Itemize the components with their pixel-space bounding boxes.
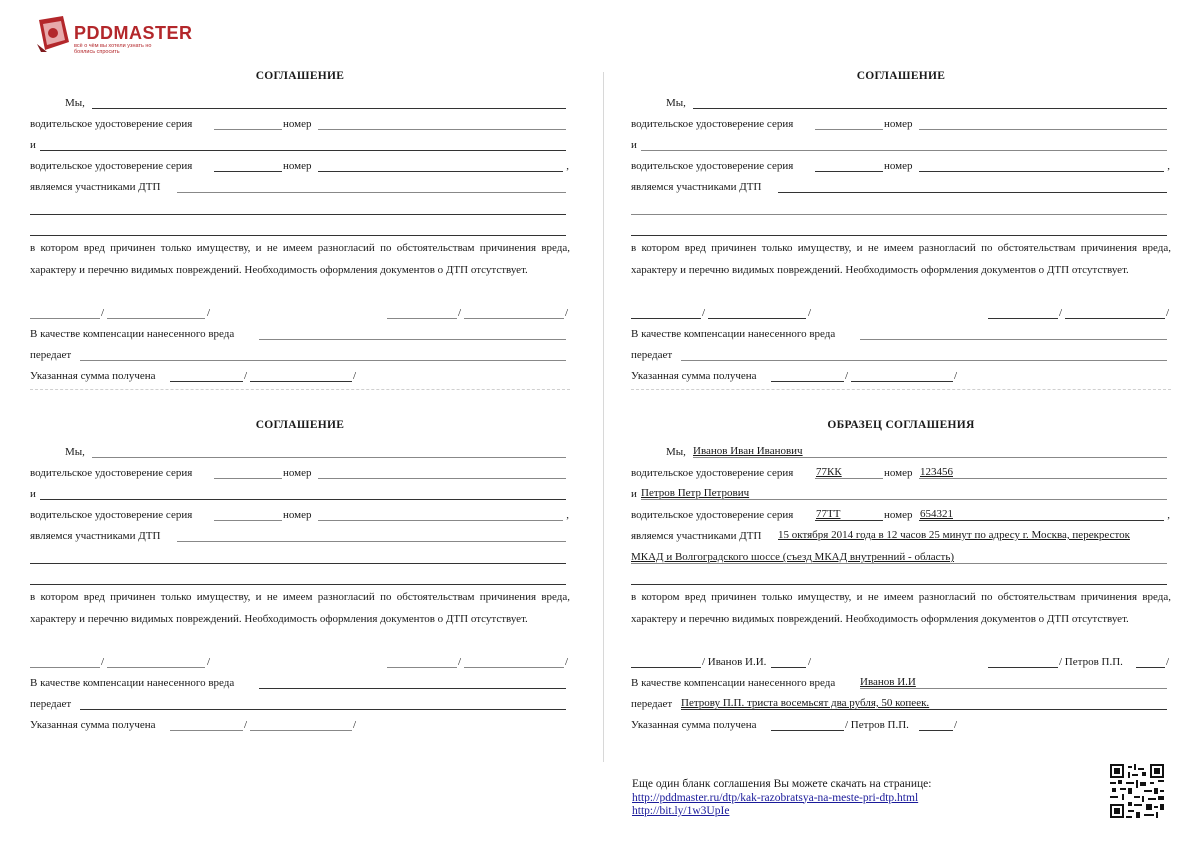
license-series-label: водительское удостоверение серия	[631, 467, 794, 479]
form-line-compensation	[30, 327, 570, 341]
form-line-participants	[631, 180, 1171, 194]
transfer-field[interactable]	[681, 360, 1167, 361]
signature-field-2[interactable]	[988, 318, 1058, 319]
form-line-license-1	[30, 466, 570, 480]
slash: /	[207, 307, 211, 319]
number-field-1[interactable]	[318, 478, 566, 479]
number-label: номер	[884, 509, 913, 521]
series-field-1[interactable]	[214, 129, 282, 130]
series-field-1[interactable]	[214, 478, 282, 479]
logo-tagline: всё о чём вы хотели узнать но боялись спросить	[74, 43, 152, 55]
logo	[33, 14, 193, 58]
number-field-2[interactable]	[919, 520, 1164, 521]
participants-label: являемся участниками ДТП	[30, 530, 161, 542]
accident-details-field-3[interactable]	[631, 235, 1167, 236]
received-label: Указанная сумма получена	[30, 370, 156, 382]
received-signature-field[interactable]	[771, 381, 844, 382]
slash: /	[808, 656, 812, 668]
name-field-2[interactable]	[40, 499, 566, 500]
transfers-label: передает	[30, 698, 72, 710]
license-series-label: водительское удостоверение серия	[30, 467, 193, 479]
form-line-blank-2	[631, 223, 1171, 237]
damage-paragraph: в котором вред причинен только имуществу, и не имеем разногласий по обстоятельствам причинения вреда, характеру и перечню видимых повреждений. Необходимость оформления документов о ДТП отсутствует.	[631, 591, 1171, 625]
license-series-label: водительское удостоверение серия	[30, 509, 193, 521]
form-line-blank-1	[631, 202, 1171, 216]
number-field-2[interactable]	[919, 171, 1164, 172]
sample-line-license-1	[631, 466, 1171, 480]
sample-received-sign: / Петров П.П.	[845, 719, 909, 731]
slash: /	[845, 370, 849, 382]
license-series-label: водительское удостоверение серия	[30, 160, 193, 172]
received-label: Указанная сумма получена	[631, 370, 757, 382]
slash: /	[458, 307, 462, 319]
compensation-field[interactable]	[259, 339, 566, 340]
sample-line-signatures	[631, 655, 1171, 669]
slash: /	[244, 370, 248, 382]
slash: /	[353, 719, 357, 731]
license-series-label: водительское удостоверение серия	[631, 509, 794, 521]
slash: /	[954, 370, 958, 382]
signature-field-1[interactable]	[30, 667, 100, 668]
license-series-label: водительское удостоверение серия	[631, 118, 794, 130]
accident-details-field-1[interactable]	[177, 541, 566, 542]
compensation-label: В качестве компенсации нанесенного вреда	[631, 677, 836, 689]
sample-number-2: 654321	[920, 508, 953, 520]
form-line-participants	[30, 180, 570, 194]
sample-line-license-2	[631, 508, 1171, 522]
number-field-1[interactable]	[919, 478, 1167, 479]
sample-person-1: Иванов Иван Иванович	[693, 445, 803, 457]
signature-name-field-1[interactable]	[107, 318, 205, 319]
sample-line-we	[631, 445, 1171, 459]
form-line-received	[30, 369, 570, 383]
form-title: СОГЛАШЕНИЕ	[856, 70, 946, 82]
received-name-field[interactable]	[250, 730, 352, 731]
sample-agreement	[631, 413, 1171, 743]
series-field-2[interactable]	[214, 520, 282, 521]
form-title: СОГЛАШЕНИЕ	[255, 70, 345, 82]
comma: ,	[566, 160, 569, 172]
sample-line-participants	[631, 529, 1171, 543]
we-label: Мы,	[666, 446, 686, 458]
and-label: и	[631, 488, 637, 500]
transfer-field[interactable]	[80, 360, 566, 361]
signature-field-1[interactable]	[631, 667, 701, 668]
signature-field-2[interactable]	[988, 667, 1058, 668]
transfers-label: передает	[631, 698, 673, 710]
logo-emblem-icon	[33, 14, 73, 54]
transfer-field[interactable]	[80, 709, 566, 710]
received-label: Указанная сумма получена	[631, 719, 757, 731]
received-name-field[interactable]	[851, 381, 953, 382]
compensation-field[interactable]	[259, 688, 566, 689]
damage-paragraph: в котором вред причинен только имуществу, и не имеем разногласий по обстоятельствам причинения вреда, характеру и перечню видимых повреждений. Необходимость оформления документов о ДТП отсутствует.	[30, 242, 570, 276]
signature-field-1[interactable]	[631, 318, 701, 319]
form-line-license-2	[631, 159, 1171, 173]
number-label: номер	[283, 467, 312, 479]
number-label: номер	[884, 160, 913, 172]
slash: /	[101, 656, 105, 668]
transfers-label: передает	[631, 349, 673, 361]
agreement-form-top-right	[631, 64, 1171, 394]
form-line-participants	[30, 529, 570, 543]
signature-field-2[interactable]	[387, 318, 457, 319]
received-tail	[919, 730, 953, 731]
slash: /	[207, 656, 211, 668]
form-line-blank-1	[30, 202, 570, 216]
name-field-1[interactable]	[92, 108, 566, 109]
form-line-blank-2	[30, 223, 570, 237]
sample-signature-2: / Петров П.П.	[1059, 656, 1123, 668]
we-label: Мы,	[666, 97, 686, 109]
accident-details-field-2[interactable]	[30, 563, 566, 564]
form-line-signatures	[30, 655, 570, 669]
we-label: Мы,	[65, 97, 85, 109]
slash: /	[458, 656, 462, 668]
form-line-compensation	[30, 676, 570, 690]
damage-paragraph: в котором вред причинен только имуществу, и не имеем разногласий по обстоятельствам причинения вреда, характеру и перечню видимых повреждений. Необходимость оформления документов о ДТП отсутствует.	[30, 591, 570, 625]
signature-field-2[interactable]	[387, 667, 457, 668]
signature-tail-2	[1136, 667, 1165, 668]
we-label: Мы,	[65, 446, 85, 458]
form-line-signatures	[30, 306, 570, 320]
number-field-1[interactable]	[318, 129, 566, 130]
logo-name: PDDMASTER	[74, 23, 193, 43]
damage-paragraph: в котором вред причинен только имуществу, и не имеем разногласий по обстоятельствам причинения вреда, характеру и перечню видимых повреждений. Необходимость оформления документов о ДТП отсутствует.	[631, 242, 1171, 276]
form-line-license-1	[30, 117, 570, 131]
accident-details-field-3[interactable]	[30, 235, 566, 236]
number-field-2[interactable]	[318, 520, 563, 521]
qr-code-icon	[1110, 764, 1164, 818]
license-series-label: водительское удостоверение серия	[631, 160, 794, 172]
series-field-2[interactable]	[815, 171, 883, 172]
slash: /	[702, 307, 706, 319]
footer-note	[632, 778, 1052, 819]
form-title: СОГЛАШЕНИЕ	[255, 419, 345, 431]
series-field-2[interactable]	[214, 171, 282, 172]
form-line-received	[631, 369, 1171, 383]
name-field-1[interactable]	[693, 108, 1167, 109]
number-label: номер	[884, 467, 913, 479]
form-line-compensation	[631, 327, 1171, 341]
slash: /	[808, 307, 812, 319]
form-line-license-2	[30, 159, 570, 173]
number-label: номер	[283, 509, 312, 521]
name-field-1[interactable]	[92, 457, 566, 458]
sample-line-blank	[631, 572, 1171, 586]
form-line-and	[30, 138, 570, 152]
number-field-2[interactable]	[318, 171, 563, 172]
slash: /	[1166, 307, 1170, 319]
form-line-we	[30, 96, 570, 110]
footer-text: Еще один бланк соглашения Вы можете скачать на странице:	[632, 778, 932, 790]
slash: /	[954, 719, 958, 731]
form-line-we	[631, 96, 1171, 110]
agreement-form-bottom-left	[30, 413, 570, 743]
agreement-form-top-left	[30, 64, 570, 394]
form-line-transfers	[631, 348, 1171, 362]
number-label: номер	[884, 118, 913, 130]
received-label: Указанная сумма получена	[30, 719, 156, 731]
comma: ,	[566, 509, 569, 521]
participants-label: являемся участниками ДТП	[631, 181, 762, 193]
participants-label: являемся участниками ДТП	[30, 181, 161, 193]
license-series-label: водительское удостоверение серия	[30, 118, 193, 130]
and-label: и	[30, 488, 36, 500]
form-line-license-2	[30, 508, 570, 522]
comma: ,	[1167, 160, 1170, 172]
accident-details-field-2[interactable]	[30, 214, 566, 215]
received-signature-field[interactable]	[170, 730, 243, 731]
signature-name-field-2[interactable]	[464, 318, 564, 319]
slash: /	[1166, 656, 1170, 668]
form-line-received	[30, 718, 570, 732]
compensation-label: В качестве компенсации нанесенного вреда	[631, 328, 836, 340]
footer-link-1[interactable]: http://pddmaster.ru/dtp/kak-razobratsya-na-meste-pri-dtp.html	[632, 791, 919, 804]
slash: /	[101, 307, 105, 319]
signature-name-field-2[interactable]	[1065, 318, 1165, 319]
footer-link-2[interactable]: http://bit.ly/1w3UpIe	[632, 805, 730, 817]
sample-line-transfers	[631, 697, 1171, 711]
received-signature-field[interactable]	[771, 730, 844, 731]
compensation-field[interactable]	[860, 339, 1167, 340]
received-signature-field[interactable]	[170, 381, 243, 382]
compensation-label: В качестве компенсации нанесенного вреда	[30, 677, 235, 689]
number-field-1[interactable]	[919, 129, 1167, 130]
name-field-2[interactable]	[641, 150, 1167, 151]
series-field-1[interactable]	[815, 129, 883, 130]
sample-signature-1: / Иванов И.И.	[702, 656, 767, 668]
number-label: номер	[283, 118, 312, 130]
participants-label: являемся участниками ДТП	[631, 530, 762, 542]
accident-details-field-1[interactable]	[778, 192, 1167, 193]
form-line-transfers	[30, 697, 570, 711]
sample-series-2: 77ТТ	[816, 508, 841, 520]
accident-details-field-3[interactable]	[631, 584, 1167, 585]
and-label: и	[631, 139, 637, 151]
transfers-label: передает	[30, 349, 72, 361]
name-field-2[interactable]	[40, 150, 566, 151]
accident-details-field-1[interactable]	[177, 192, 566, 193]
sample-line-place-2	[631, 551, 1171, 565]
sample-compensation-name: Иванов И.И	[860, 676, 916, 688]
signature-name-field-1[interactable]	[107, 667, 205, 668]
sample-place-1: 15 октября 2014 года в 12 часов 25 минут по адресу г. Москва, перекресток	[778, 529, 1130, 541]
slash: /	[244, 719, 248, 731]
signature-name-field-1[interactable]	[708, 318, 806, 319]
accident-details-field-2[interactable]	[631, 214, 1167, 215]
sample-transfer-text: Петрову П.П. триста восемьсят два рубля, 50 копеек.	[681, 697, 930, 709]
slash: /	[565, 307, 569, 319]
sample-number-1: 123456	[920, 466, 953, 478]
form-line-transfers	[30, 348, 570, 362]
form-line-license-1	[631, 117, 1171, 131]
signature-field-1[interactable]	[30, 318, 100, 319]
form-line-signatures	[631, 306, 1171, 320]
comma: ,	[1167, 509, 1170, 521]
sample-series-1: 77КК	[816, 466, 842, 478]
signature-tail-1	[771, 667, 806, 668]
sample-person-2: Петров Петр Петрович	[641, 487, 750, 499]
form-line-and	[30, 487, 570, 501]
vertical-cut-line	[603, 72, 604, 762]
signature-name-field-2[interactable]	[464, 667, 564, 668]
received-name-field[interactable]	[250, 381, 352, 382]
slash: /	[1059, 307, 1063, 319]
sample-title: ОБРАЗЕЦ СОГЛАШЕНИЯ	[827, 419, 975, 431]
form-line-blank-1	[30, 551, 570, 565]
accident-details-field-3[interactable]	[30, 584, 566, 585]
sample-line-compensation	[631, 676, 1171, 690]
number-label: номер	[283, 160, 312, 172]
compensation-label: В качестве компенсации нанесенного вреда	[30, 328, 235, 340]
sample-line-and	[631, 487, 1171, 501]
sample-place-2: МКАД и Волгоградского шоссе (съезд МКАД внутренний - область)	[631, 551, 955, 563]
slash: /	[565, 656, 569, 668]
form-line-and	[631, 138, 1171, 152]
and-label: и	[30, 139, 36, 151]
form-line-blank-2	[30, 572, 570, 586]
slash: /	[353, 370, 357, 382]
form-line-we	[30, 445, 570, 459]
sample-line-received	[631, 718, 1171, 732]
